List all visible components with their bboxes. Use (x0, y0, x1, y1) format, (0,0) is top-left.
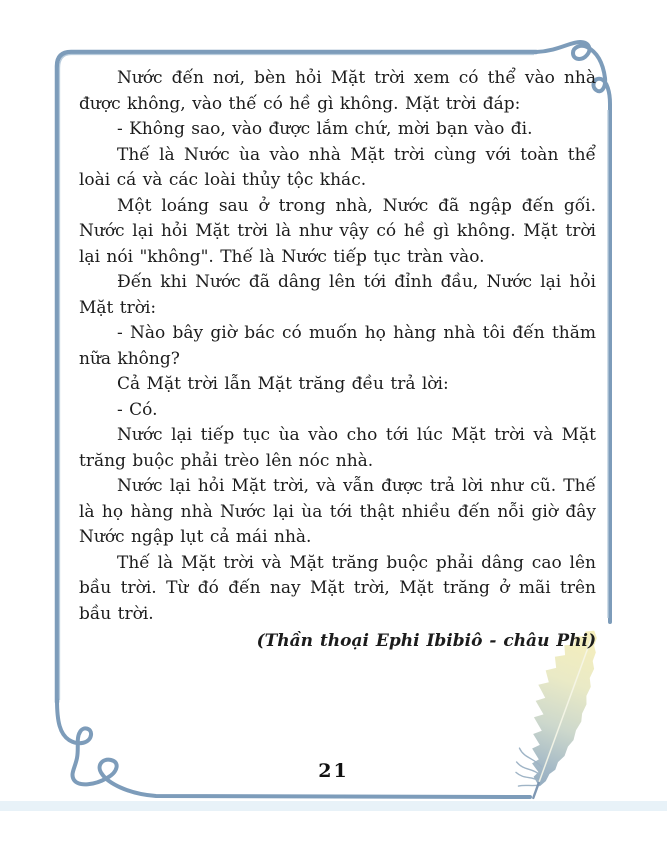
story-paragraph: Nước lại hỏi Mặt trời, và vẫn được trả lời như cũ. Thế là họ hàng nhà Nước lại ùa tới thật nhiều đến nỗi giờ đây Nước ngập lụt cả mái nhà. (79, 476, 596, 547)
story-paragraph: Nước lại tiếp tục ùa vào cho tới lúc Mặt trời và Mặt trăng buộc phải trèo lên nóc nhà. (79, 425, 596, 471)
story-paragraph: Một loáng sau ở trong nhà, Nước đã ngập đến gối. Nước lại hỏi Mặt trời là như vậy có hề gì không. Mặt trời lại nói "không". Thế là Nước tiếp tục tràn vào. (79, 195, 596, 267)
story-paragraph: Cả Mặt trời lẫn Mặt trăng đều trả lời: (117, 374, 449, 394)
story-attribution: (Thần thoại Ephi Ibibiô - châu Phi) (256, 631, 596, 651)
bottom-shade-band (0, 801, 667, 811)
story-paragraph: Thế là Nước ùa vào nhà Mặt trời cùng với toàn thể loài cá và các loài thủy tộc khác. (79, 144, 596, 190)
story-text-block (79, 66, 596, 655)
story-paragraph: Thế là Mặt trời và Mặt trăng buộc phải dâng cao lên bầu trời. Từ đó đến nay Mặt trời, Mặt trăng ở mãi trên bầu trời. (79, 552, 596, 624)
border-bottom-left-flourish (57, 700, 530, 797)
dialogue-line: - Nào bây giờ bác có muốn họ hàng nhà tôi đến thăm nữa không? (79, 323, 596, 369)
dialogue-line: - Có. (117, 399, 158, 420)
dialogue-line: - Không sao, vào được lắm chứ, mời bạn vào đi. (117, 119, 533, 139)
story-paragraph: Nước đến nơi, bèn hỏi Mặt trời xem có thể vào nhà được không, vào thế có hề gì không. Mặt trời đáp: (79, 68, 596, 114)
page-number: 21 (318, 760, 349, 782)
story-paragraph: Đến khi Nước đã dâng lên tới đỉnh đầu, Nước lại hỏi Mặt trời: (79, 272, 596, 318)
